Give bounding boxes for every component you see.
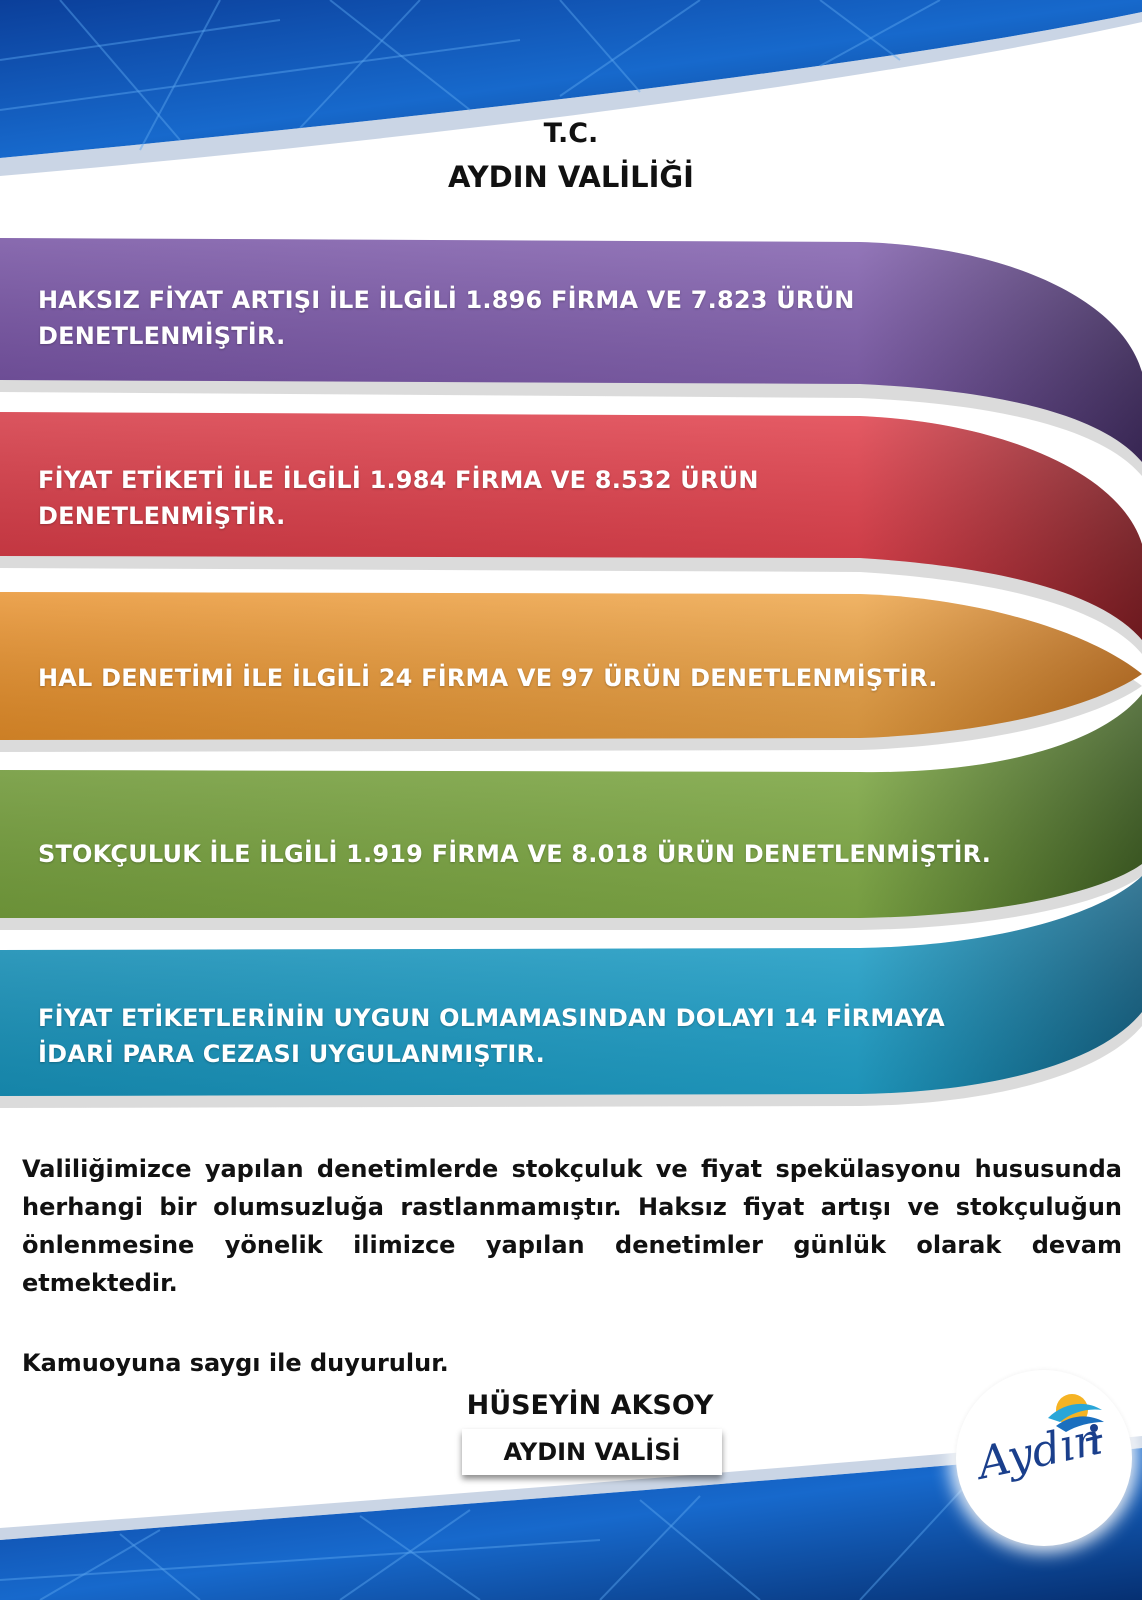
logo-text: Aydın — [973, 1413, 1107, 1490]
band-text-fines: FİYAT ETİKETLERİNİN UYGUN OLMAMASINDAN DOLAYI 14 FİRMAYA İDARİ PARA CEZASI UYGULANMIŞTIR. — [38, 1004, 945, 1068]
band-text-price-label: FİYAT ETİKETİ İLE İLGİLİ 1.984 FİRMA VE 8.532 ÜRÜN DENETLENMİŞTİR. — [38, 466, 759, 530]
body-paragraph: Valiliğimizce yapılan denetimlerde stokçuluk ve fiyat spekülasyonu hususunda herhangi bir olumsuzluğa rastlanmamıştır. Haksız fiyat artışı ve stokçuluğun önlenmesine yönelik ilimizce yapılan denetimler günlük olarak devam etmektedir. — [22, 1155, 1122, 1297]
band-text-stockpiling: STOKÇULUK İLE İLGİLİ 1.919 FİRMA VE 8.018 ÜRÜN DENETLENMİŞTİR. — [38, 840, 992, 868]
header-line-tc: T.C. — [543, 118, 599, 149]
header-line-governorship: AYDIN VALİLİĞİ — [448, 160, 694, 194]
band-text-market-inspection: HAL DENETİMİ İLE İLGİLİ 24 FİRMA VE 97 ÜRÜN DENETLENMİŞTİR. — [38, 664, 938, 692]
signature-title: AYDIN VALİSİ — [503, 1438, 681, 1466]
closing-line: Kamuoyuna saygı ile duyurulur. — [22, 1349, 449, 1377]
aydin-logo — [956, 1370, 1132, 1546]
band-text-price-increase: HAKSIZ FİYAT ARTIŞI İLE İLGİLİ 1.896 FİRMA VE 7.823 ÜRÜN DENETLENMİŞTİR. — [38, 286, 855, 350]
signature-name: HÜSEYİN AKSOY — [466, 1390, 714, 1421]
